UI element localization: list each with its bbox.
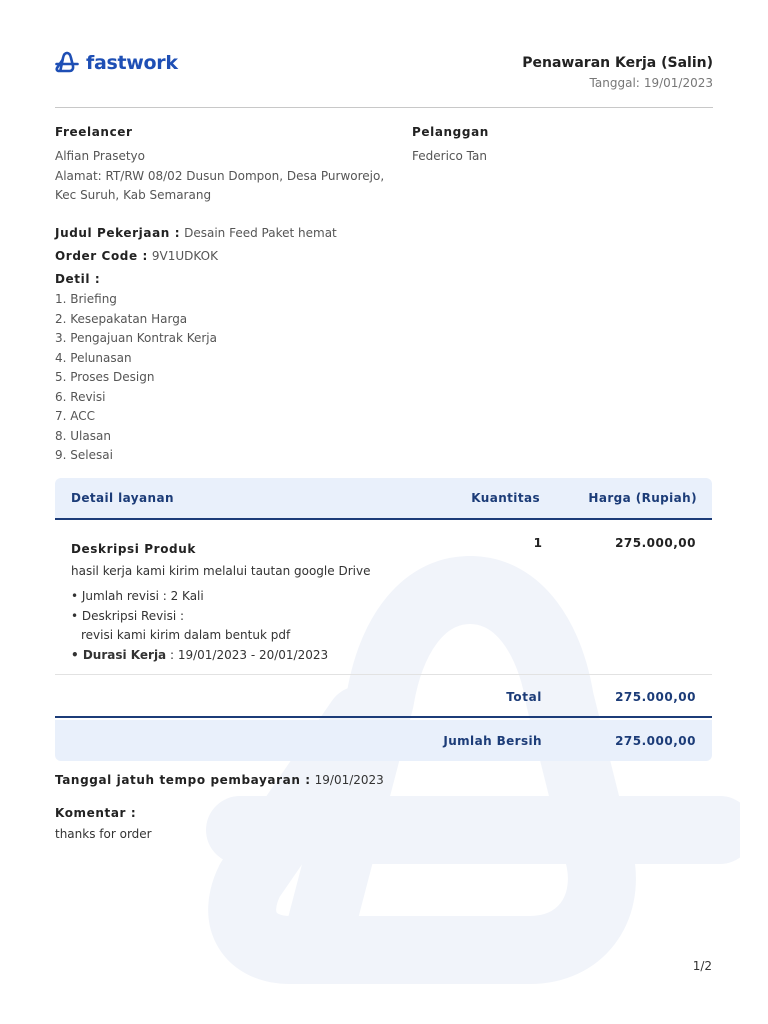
customer-heading: Pelanggan: [412, 125, 489, 139]
column-header-quantity: Kuantitas: [471, 491, 540, 505]
list-item: 6. Revisi: [55, 389, 106, 404]
column-header-price: Harga (Rupiah): [588, 491, 697, 505]
column-header-service: Detail layanan: [71, 491, 174, 505]
work-duration: [71, 646, 328, 666]
freelancer-heading: Freelancer: [55, 125, 133, 139]
list-item: 4. Pelunasan: [55, 350, 132, 365]
work-duration-label: • Durasi Kerja: [71, 647, 167, 662]
revision-count: • Jumlah revisi : 2 Kali: [71, 589, 204, 603]
payment-due-label: Tanggal jatuh tempo pembayaran :: [55, 773, 311, 787]
product-details: [71, 587, 328, 665]
job-title-label: Judul Pekerjaan :: [55, 226, 181, 240]
work-duration-value: : 19/01/2023 - 20/01/2023: [169, 647, 329, 662]
brand-name: fastwork: [86, 52, 178, 74]
order-code-row: [55, 249, 218, 263]
revision-description-label: • Deskripsi Revisi :: [71, 608, 185, 623]
net-amount-label: Jumlah Bersih: [443, 734, 542, 748]
net-amount-row: [55, 720, 712, 761]
comment-row: [55, 806, 136, 820]
total-value: 275.000,00: [615, 690, 696, 704]
payment-due-value: 19/01/2023: [314, 773, 384, 787]
freelancer-info: [55, 147, 384, 206]
total-row: [55, 676, 712, 718]
detail-label: Detil :: [55, 272, 101, 286]
payment-due-row: [55, 773, 384, 787]
list-item: 9. Selesai: [55, 448, 113, 462]
freelancer-name: Alfian Prasetyo: [55, 149, 145, 163]
fastwork-logo-icon: [54, 50, 80, 76]
list-item: 7. ACC: [55, 409, 96, 423]
order-code-value: 9V1UDKOK: [151, 249, 218, 263]
list-item: 3. Pengajuan Kontrak Kerja: [55, 331, 217, 345]
job-title-row: [55, 226, 337, 240]
item-price: 275.000,00: [615, 536, 696, 550]
customer-name: Federico Tan: [412, 149, 487, 163]
order-code-label: Order Code :: [55, 249, 148, 263]
detail-row: [55, 272, 100, 286]
document-title: Penawaran Kerja (Salin): [522, 55, 713, 71]
job-title-value: Desain Feed Paket hemat: [184, 226, 337, 240]
product-description: hasil kerja kami kirim melalui tautan google Drive: [71, 564, 371, 578]
list-item: 2. Kesepakatan Harga: [55, 311, 188, 326]
comment-label: Komentar :: [55, 806, 137, 820]
page-number: 1/2: [692, 959, 712, 973]
net-amount-value: 275.000,00: [615, 734, 696, 748]
detail-steps-list: [55, 290, 217, 466]
total-label: Total: [506, 690, 542, 704]
list-item: 5. Proses Design: [55, 370, 155, 384]
document-date-value: 19/01/2023: [643, 76, 713, 90]
brand-logo: [54, 50, 178, 76]
service-table-header: [55, 478, 712, 520]
item-quantity: 1: [533, 536, 542, 550]
list-item: 8. Ulasan: [55, 428, 111, 443]
document-date-label: Tanggal:: [589, 76, 640, 90]
comment-text: thanks for order: [55, 827, 152, 841]
header-divider: [55, 107, 713, 108]
document-date: [590, 76, 713, 90]
table-row: [55, 522, 712, 675]
freelancer-address-line1: Alamat: RT/RW 08/02 Dusun Dompon, Desa Purworejo,: [55, 168, 385, 183]
product-title: Deskripsi Produk: [71, 542, 196, 556]
freelancer-address-line2: Kec Suruh, Kab Semarang: [55, 188, 212, 202]
revision-description-text: revisi kami kirim dalam bentuk pdf: [81, 628, 291, 642]
list-item: 1. Briefing: [55, 292, 117, 306]
